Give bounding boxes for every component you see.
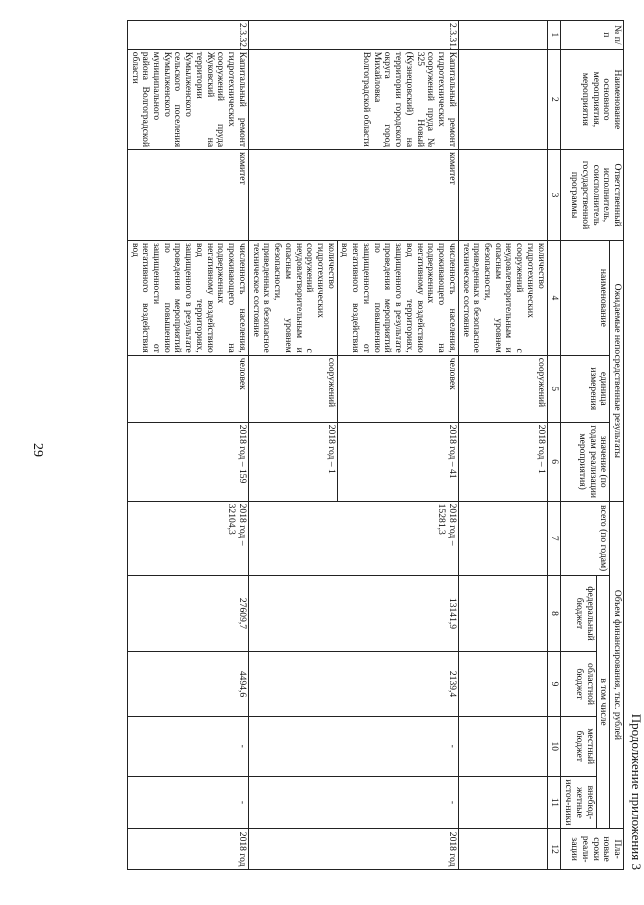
executor: комитет xyxy=(127,150,248,241)
colnum: 7 xyxy=(547,501,561,575)
program-table xyxy=(127,20,624,870)
result-unit: сооружений xyxy=(248,355,337,422)
result-unit: человек xyxy=(127,355,248,422)
continuation-title: Продолжение приложения 3 xyxy=(629,713,644,870)
table-row-2-3-31 xyxy=(337,21,458,870)
terms: 2018 год xyxy=(248,829,458,870)
header-result-value: значение (по годам реализации мероприятия) xyxy=(561,422,610,501)
table-row-continuation xyxy=(458,21,547,870)
row-number: 2.3.31. xyxy=(248,21,458,50)
funding-local: - xyxy=(248,716,458,776)
result-name: количество гидротехнических сооружений с неудовлетворительным и опасным уровнем безопасности, приведенных в безопасное техническое состояние xyxy=(248,240,337,355)
funding-regional: 2139,4 xyxy=(248,652,458,717)
table-row-2-3-32 xyxy=(127,21,248,870)
header-local: местный бюджет xyxy=(561,716,596,776)
result-name: количество гидротехнических сооружений с неудовлетворительным и опасным уровнем безопасности, приведенных в безопасное техническое состояние xyxy=(458,240,547,355)
result-value: 2018 год – 41 xyxy=(337,422,458,501)
header-funding-total: всего (по годам) xyxy=(561,501,610,575)
header-offbudget: внебюд-жетные источ-ники xyxy=(561,776,596,829)
terms: 2018 год xyxy=(127,829,248,870)
result-name: численность населения, проживающего на подверженных негативному воздействию вод территориях, защищенного в результате проведения мероприятий по повышению защищенности от негативного воздействия вод xyxy=(127,240,248,355)
funding-federal: 13141,9 xyxy=(248,575,458,652)
header-name: Наименование основного мероприятия, мероприятия xyxy=(561,49,624,149)
header-funding: Объем финансирования, тыс. рублей xyxy=(610,501,624,829)
funding-offbudget: - xyxy=(127,776,248,829)
result-value: 2018 год – 1 xyxy=(248,422,337,501)
page-number: 29 xyxy=(30,443,45,457)
header-results: Ожидаемые непосредственные результаты xyxy=(610,240,624,501)
funding-total: 2018 год – 15281,3 xyxy=(248,501,458,575)
header-federal: федеральный бюджет xyxy=(561,575,596,652)
result-unit: человек xyxy=(337,355,458,422)
rotated-page xyxy=(118,20,644,870)
funding-total: 2018 год – 32104,3 xyxy=(127,501,248,575)
header-executor: Ответственный исполнитель, соисполнитель государственной программы xyxy=(561,150,624,241)
colnum: 11 xyxy=(547,776,561,829)
header-result-name: наименование xyxy=(561,240,610,355)
header-funding-incl: в том числе xyxy=(596,575,610,829)
colnum: 5 xyxy=(547,355,561,422)
result-name: численность населения, проживающего на подверженных негативному воздействию вод территориях, защищенного в результате проведения мероприятий по повышению защищенности от негативного воздействия вод xyxy=(337,240,458,355)
header-result-unit: единица измерения xyxy=(561,355,610,422)
colnum: 9 xyxy=(547,652,561,717)
colnum: 3 xyxy=(547,150,561,241)
funding-offbudget: - xyxy=(248,776,458,829)
colnum: 10 xyxy=(547,716,561,776)
measure-name: Капитальный ремонт гидротехнических сооружений пруда № 325 Новый (Кузнецовский) на территории городского округа город Михайловка Волгоградской области xyxy=(248,49,458,149)
funding-federal: 27609,7 xyxy=(127,575,248,652)
header-terms: Пла-новые сроки реали-зации xyxy=(561,829,624,870)
result-value: 2018 год – 1 xyxy=(458,422,547,501)
executor: комитет xyxy=(248,150,458,241)
header-no: № п/п xyxy=(561,21,624,50)
colnum: 12 xyxy=(547,829,561,870)
row-number: 2.3.32. xyxy=(127,21,248,50)
header-row-1 xyxy=(610,21,624,870)
colnum: 6 xyxy=(547,422,561,501)
header-regional: областной бюджет xyxy=(561,652,596,717)
colnum: 4 xyxy=(547,240,561,355)
colnum: 2 xyxy=(547,49,561,149)
measure-name: Капитальный ремонт гидротехнических сооружений пруда Жуковский на территории Кумылженского сельского поселения Кумылженского муниципального района Волгоградской области xyxy=(127,49,248,149)
funding-regional: 4494,6 xyxy=(127,652,248,717)
result-value: 2018 год – 159 xyxy=(127,422,248,501)
colnum: 1 xyxy=(547,21,561,50)
funding-local: - xyxy=(127,716,248,776)
colnum: 8 xyxy=(547,575,561,652)
result-unit: сооружений xyxy=(458,355,547,422)
column-numbers-row xyxy=(547,21,561,870)
